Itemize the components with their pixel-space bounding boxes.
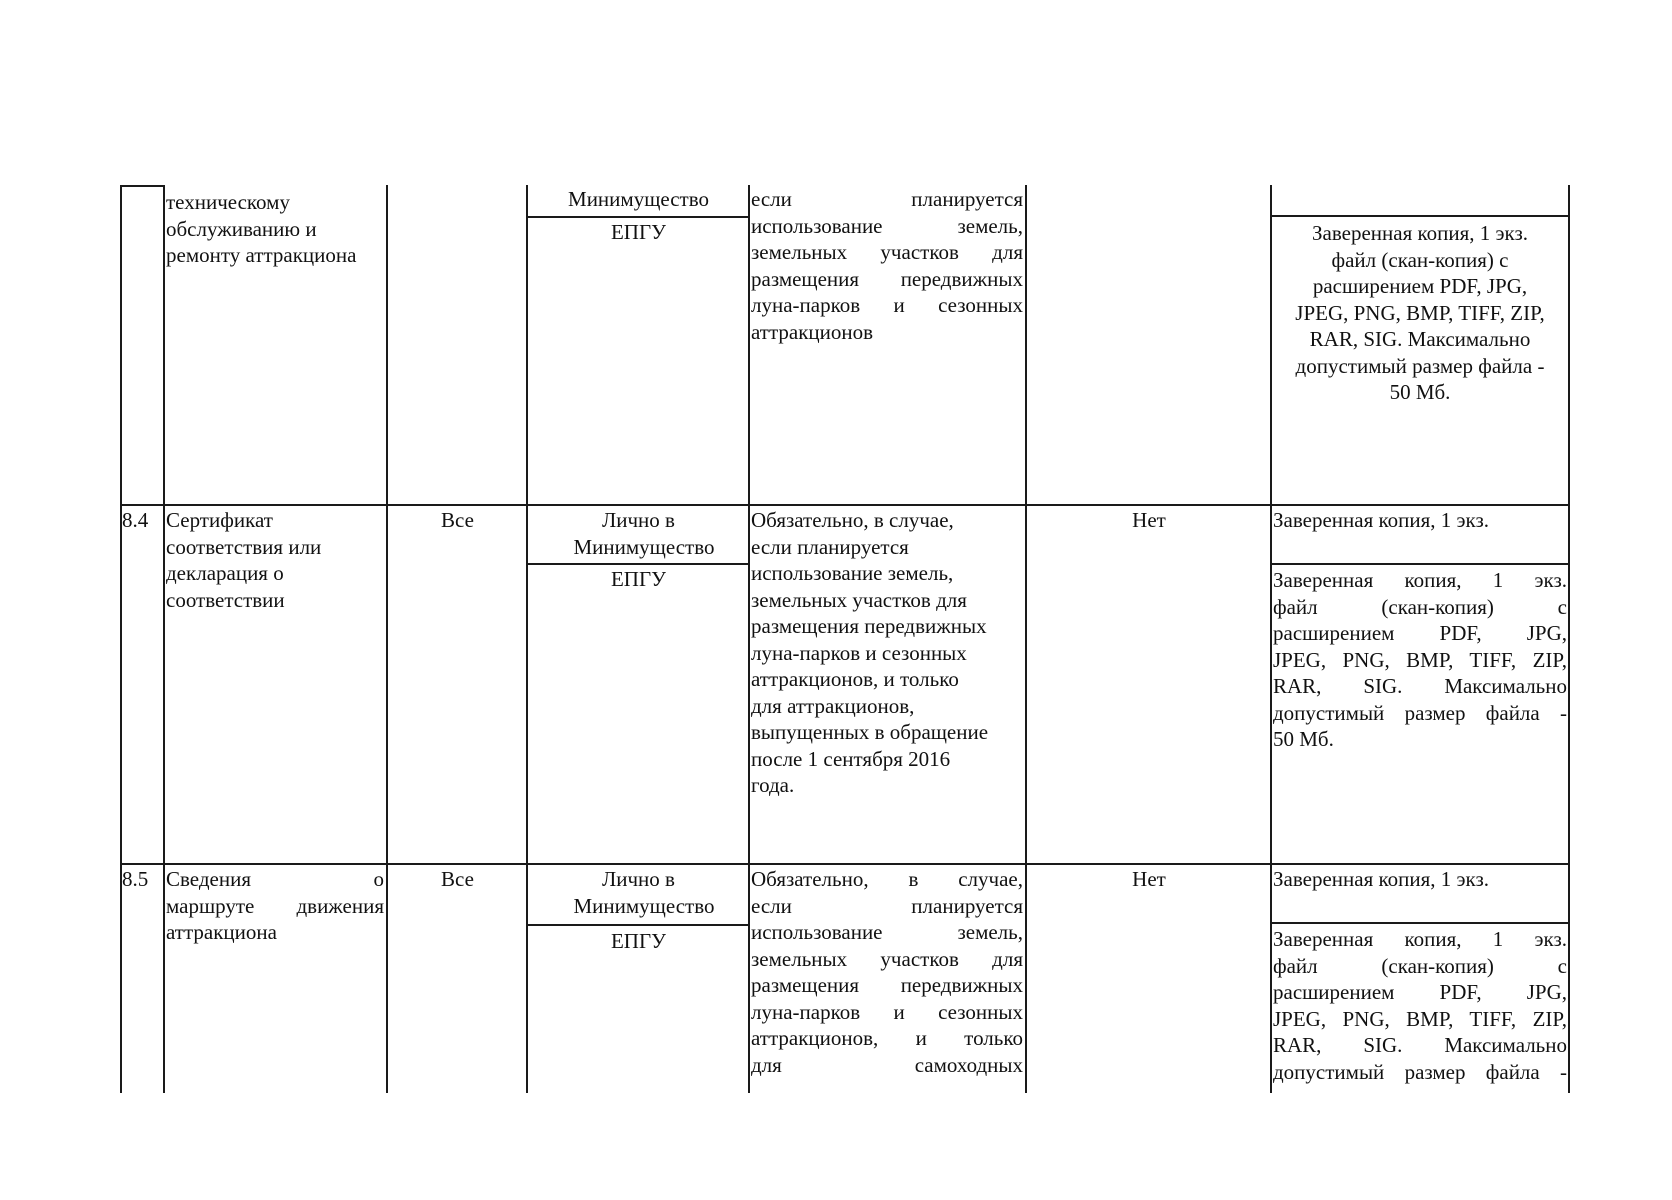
applicant-category: Все <box>441 508 474 532</box>
form-line: расширением PDF, JPG, <box>1273 621 1567 645</box>
document-name-line: обслуживанию и <box>166 216 317 241</box>
condition-line: выпущенных в обращение <box>751 720 989 744</box>
form-line: Заверенная копия, 1 экз. <box>1273 568 1567 592</box>
form-line: RAR, SIG. Максимально <box>1273 674 1567 698</box>
document-name-line: техническому <box>166 190 290 214</box>
submission-channel-personal: Минимущество <box>568 187 709 211</box>
condition-line: если планируется <box>751 187 1023 211</box>
form-line: RAR, SIG. Максимально <box>1309 327 1531 351</box>
condition-line: использование земель, <box>751 213 1023 238</box>
condition-line: года. <box>751 773 795 797</box>
form-line: Заверенная копия, 1 экз. <box>1312 221 1528 245</box>
mandatory-flag: Нет <box>1132 867 1166 891</box>
table-rule <box>526 924 750 926</box>
table-rule <box>1270 215 1570 217</box>
form-line: файл (скан-копия) с <box>1273 594 1567 619</box>
form-line: файл (скан-копия) с <box>1273 953 1567 978</box>
table-rule <box>748 185 750 1093</box>
form-line: допустимый размер файла - <box>1273 700 1567 725</box>
condition-line: для аттракционов, <box>751 693 915 718</box>
condition-line: использование земель, <box>751 920 1023 944</box>
document-name-line: соответствия или <box>166 534 322 559</box>
channel-text: Лично в Минимущество <box>573 867 715 918</box>
condition-line: для самоходных <box>751 1052 1023 1077</box>
document-name-line: аттракциона <box>166 920 277 944</box>
submission-channel-personal <box>529 866 748 919</box>
submission-channel-portal: ЕПГУ <box>610 567 666 591</box>
table-rule <box>120 863 1570 865</box>
condition-line: если планируется <box>751 534 909 559</box>
condition-line: размещения передвижных <box>751 973 1023 997</box>
condition-line: размещения передвижных <box>751 266 1023 291</box>
condition-line: земельных участков для <box>751 587 967 612</box>
submission-channel-portal: ЕПГУ <box>610 220 666 244</box>
mandatory-flag: Нет <box>1132 508 1166 532</box>
form-line: 50 Мб. <box>1273 727 1334 751</box>
condition-line: земельных участков для <box>751 946 1023 971</box>
table-rule <box>1568 185 1570 1093</box>
applicant-category: Все <box>441 867 474 891</box>
table-rule <box>1270 563 1570 565</box>
row-number: 8.4 <box>122 508 149 532</box>
document-form-personal: Заверенная копия, 1 экз. <box>1273 867 1489 891</box>
document-form-personal: Заверенная копия, 1 экз. <box>1273 508 1489 532</box>
table-rule <box>526 216 750 218</box>
table-rule <box>386 185 388 1093</box>
form-line: JPEG, PNG, BMP, TIFF, ZIP, <box>1273 1006 1567 1031</box>
condition-line: размещения передвижных <box>751 614 987 638</box>
document-form-portal <box>1273 567 1567 753</box>
form-line: 50 Мб. <box>1389 380 1451 404</box>
document-name-line: Сведения о <box>166 867 384 891</box>
form-line: расширением PDF, JPG, <box>1312 274 1528 298</box>
table-rule <box>1270 922 1570 924</box>
form-line: Заверенная копия, 1 экз. <box>1273 927 1567 951</box>
document-name-line: Сертификат <box>166 508 273 532</box>
condition-line: луна-парков и сезонных <box>751 999 1023 1024</box>
condition-line: аттракционов, и только <box>751 667 959 691</box>
table-rule <box>120 185 164 187</box>
form-line: допустимый размер файла - <box>1295 353 1545 378</box>
document-name-cell <box>166 866 384 946</box>
form-line: расширением PDF, JPG, <box>1273 980 1567 1004</box>
condition-line: Обязательно, в случае, <box>751 508 954 532</box>
document-name-line: декларация о <box>166 561 284 585</box>
table-rule <box>526 185 528 1093</box>
document-name-cell <box>166 507 384 613</box>
table-rule <box>526 563 750 565</box>
form-line: допустимый размер файла - <box>1273 1059 1567 1084</box>
document-form-portal <box>1273 220 1567 406</box>
condition-line: луна-парков и сезонных <box>751 640 967 665</box>
document-name-line: маршруте движения <box>166 893 384 918</box>
condition-line: аттракционов, и только <box>751 1026 1023 1050</box>
table-rule <box>1025 185 1027 1093</box>
condition-line: Обязательно, в случае, <box>751 867 1023 891</box>
channel-text: Лично в Минимущество <box>573 508 715 559</box>
table-rule <box>1270 185 1272 1093</box>
condition-line: после 1 сентября 2016 <box>751 746 951 771</box>
condition-line: если планируется <box>751 893 1023 918</box>
document-name-line: соответствии <box>166 587 285 612</box>
submission-channel-portal: ЕПГУ <box>610 929 666 953</box>
document-form-portal <box>1273 926 1567 1085</box>
condition-line: аттракционов <box>751 319 874 344</box>
condition-cell <box>751 866 1023 1078</box>
form-line: RAR, SIG. Максимально <box>1273 1033 1567 1057</box>
condition-line: земельных участков для <box>751 240 1023 264</box>
form-line: JPEG, PNG, BMP, TIFF, ZIP, <box>1273 647 1567 672</box>
table-rule <box>120 185 122 1093</box>
condition-line: использование земель, <box>751 561 954 585</box>
submission-channel-personal <box>529 507 748 560</box>
table-rule <box>120 504 1570 506</box>
form-line: JPEG, PNG, BMP, TIFF, ZIP, <box>1295 300 1545 325</box>
form-line: файл (скан-копия) с <box>1331 247 1509 272</box>
document-name-cell <box>166 189 384 269</box>
condition-line: луна-парков и сезонных <box>751 293 1023 317</box>
condition-cell <box>751 507 1023 799</box>
condition-cell <box>751 186 1023 345</box>
row-number: 8.5 <box>122 867 149 891</box>
document-name-line: ремонту аттракциона <box>166 243 357 267</box>
table-rule <box>163 185 165 1093</box>
